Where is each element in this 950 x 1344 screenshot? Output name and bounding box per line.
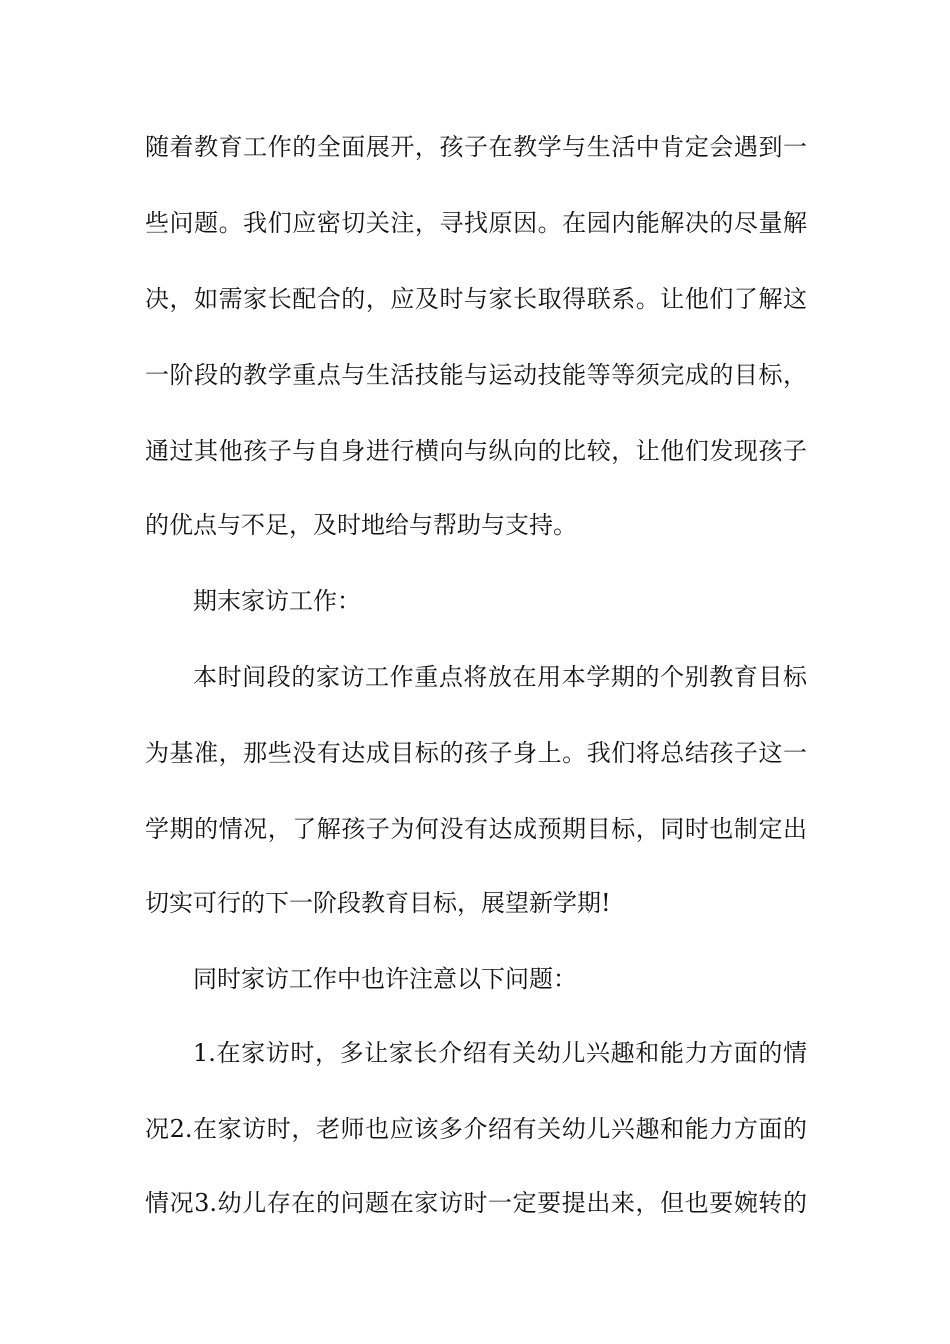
- paragraph-line: 同时家访工作中也许注意以下问题：: [193, 965, 577, 993]
- list-item-line: 况2.在家访时，老师也应该多介绍有关幼儿兴趣和能力方面的: [145, 1115, 807, 1143]
- section-heading: 期末家访工作：: [193, 587, 361, 615]
- list-item-line: 1.在家访时，多让家长介绍有关幼儿兴趣和能力方面的情: [193, 1039, 807, 1067]
- paragraph-line: 一阶段的教学重点与生活技能与运动技能等等须完成的目标，: [145, 361, 807, 389]
- paragraph-line: 为基准，那些没有达成目标的孩子身上。我们将总结孩子这一: [145, 739, 807, 767]
- paragraph-line: 本时间段的家访工作重点将放在用本学期的个别教育目标: [193, 663, 807, 691]
- paragraph-line: 切实可行的下一阶段教育目标，展望新学期!: [145, 889, 611, 917]
- paragraph-line: 决，如需家长配合的，应及时与家长取得联系。让他们了解这: [145, 285, 807, 313]
- list-item-line: 情况3.幼儿存在的问题在家访时一定要提出来，但也要婉转的: [145, 1189, 807, 1217]
- paragraph-line: 些问题。我们应密切关注，寻找原因。在园内能解决的尽量解: [145, 209, 807, 237]
- paragraph-line: 通过其他孩子与自身进行横向与纵向的比较，让他们发现孩子: [145, 437, 807, 465]
- paragraph-line: 学期的情况，了解孩子为何没有达成预期目标，同时也制定出: [145, 815, 807, 843]
- paragraph-line: 的优点与不足，及时地给与帮助与支持。: [145, 511, 577, 539]
- paragraph-line: 随着教育工作的全面展开，孩子在教学与生活中肯定会遇到一: [145, 133, 807, 161]
